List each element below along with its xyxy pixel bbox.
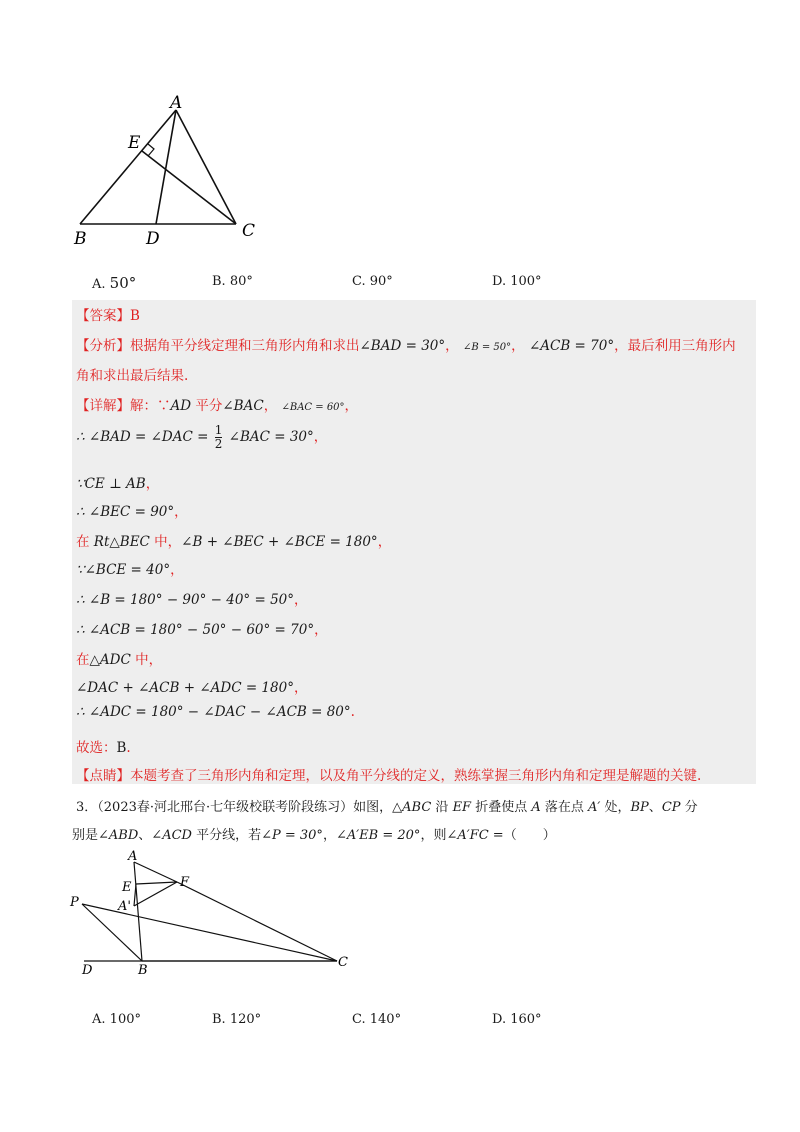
label-A: A bbox=[170, 93, 183, 113]
comment-line: 【点睛】本题考查了三角形内角和定理，以及角平分线的定义，熟练掌握三角形内角和定理是解题的关键. bbox=[76, 768, 702, 784]
option-d[interactable]: D. 100° bbox=[492, 274, 542, 289]
question-3-line-2: 别是∠ABD、∠ACD 平分线，若∠P = 30°，∠A′EB = 20°，则∠A′FC =（ ） bbox=[72, 828, 556, 843]
detail-line-3: ∵CE ⊥ AB， bbox=[76, 476, 160, 492]
option-a[interactable]: A. 50° bbox=[92, 274, 137, 292]
detail-line-9: 在△ADC 中， bbox=[76, 652, 163, 668]
analysis-line-1: 【分析】根据角平分线定理和三角形内角和求出∠BAD = 30°， ∠B = 50°， ∠ACB = 70°，最后利用三角形内 bbox=[76, 338, 736, 354]
segment-EF bbox=[136, 882, 177, 884]
option-c[interactable]: C. 90° bbox=[352, 274, 393, 289]
choice-line: 故选：B. bbox=[76, 740, 131, 756]
option-b-q3[interactable]: B. 120° bbox=[212, 1012, 262, 1027]
option-a-q3[interactable]: A. 100° bbox=[92, 1012, 141, 1027]
label-B-fig2: B bbox=[138, 963, 148, 978]
detail-line-2: ∴ ∠BAD = ∠DAC = $\frac{1}{2}$ ∠BAC = 30°， bbox=[76, 423, 328, 451]
triangle-figure-2 bbox=[62, 846, 362, 978]
detail-line-4: ∴ ∠BEC = 90°， bbox=[76, 504, 188, 520]
label-B: B bbox=[74, 229, 87, 249]
analysis-line-2: 角和求出最后结果. bbox=[76, 368, 189, 384]
fraction-half: $\frac{1}{2}$ bbox=[214, 423, 223, 451]
label-A1-fig2: A' bbox=[118, 899, 131, 914]
label-F-fig2: F bbox=[180, 875, 190, 890]
label-E-fig2: E bbox=[122, 880, 132, 895]
segment-AF bbox=[134, 862, 177, 882]
segment-EA1 bbox=[134, 884, 136, 906]
detail-line-10: ∠DAC + ∠ACB + ∠ADC = 180°， bbox=[76, 680, 308, 696]
option-c-q3[interactable]: C. 140° bbox=[352, 1012, 402, 1027]
detail-line-11: ∴ ∠ADC = 180° − ∠DAC − ∠ACB = 80°. bbox=[76, 704, 355, 720]
segment-AC bbox=[176, 110, 236, 224]
triangle-figure-1 bbox=[60, 88, 300, 250]
detail-line-6: ∵∠BCE = 40°， bbox=[76, 562, 184, 578]
detail-line-7: ∴ ∠B = 180° − 90° − 40° = 50°， bbox=[76, 592, 308, 608]
label-D-fig2: D bbox=[82, 963, 93, 978]
segment-CE bbox=[142, 151, 236, 224]
detail-line-5: 在 Rt△BEC 中，∠B + ∠BEC + ∠BCE = 180°， bbox=[76, 534, 392, 550]
label-C: C bbox=[242, 221, 256, 241]
segment-AB bbox=[134, 862, 142, 961]
answer-line: 【答案】B bbox=[76, 308, 140, 324]
question-3-line-1: 3．（2023春·河北邢台·七年级校联考阶段练习）如图，△ABC 沿 EF 折叠使点 A 落在点 A′ 处，BP、CP 分 bbox=[76, 800, 698, 815]
segment-FC bbox=[177, 882, 337, 961]
segment-AD bbox=[156, 110, 176, 224]
option-d-q3[interactable]: D. 160° bbox=[492, 1012, 542, 1027]
option-b[interactable]: B. 80° bbox=[212, 274, 253, 289]
label-E: E bbox=[128, 133, 141, 153]
segment-PB bbox=[82, 904, 142, 961]
detail-line-8: ∴ ∠ACB = 180° − 50° − 60° = 70°， bbox=[76, 622, 328, 638]
label-P-fig2: P bbox=[70, 895, 79, 910]
label-C-fig2: C bbox=[338, 955, 348, 970]
label-A-fig2: A bbox=[128, 849, 138, 864]
detail-line-1: 【详解】解：∵AD 平分∠BAC， ∠BAC = 60°， bbox=[76, 398, 359, 414]
segment-A1F bbox=[134, 882, 177, 906]
right-angle-mark bbox=[148, 144, 154, 156]
label-D: D bbox=[146, 229, 160, 249]
